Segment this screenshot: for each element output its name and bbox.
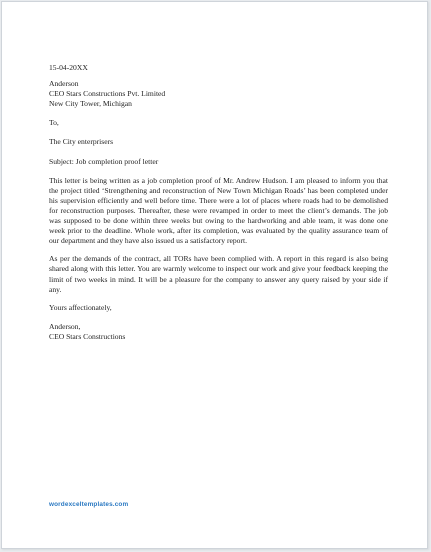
signature-block — [49, 322, 388, 342]
signature-name: Anderson, — [49, 321, 81, 331]
closing-block — [49, 303, 388, 313]
subject-line: Subject: Job completion proof letter — [49, 156, 159, 166]
closing-text: Yours affectionately, — [49, 302, 112, 312]
website-watermark: wordexceltemplates.com — [49, 501, 129, 508]
body-paragraph-2: As per the demands of the contract, all TORs have been complied with. A report in this regard is also being shared along with this letter. You are warmly welcome to inspect our work and give your feedback keeping the limit of two weeks in mind. It will be a pleasure for the company to answer any query raised by your side if any. — [49, 254, 388, 294]
sender-address — [49, 79, 388, 109]
date-block — [49, 63, 388, 73]
sender-name: Anderson — [49, 79, 79, 89]
to-label: To, — [49, 118, 59, 128]
sender-company: CEO Stars Constructions Pvt. Limited — [49, 89, 166, 99]
recipient-name: The City enterprisers — [49, 137, 114, 147]
recipient-block — [49, 137, 388, 147]
to-block — [49, 118, 388, 128]
signature-title: CEO Stars Constructions — [49, 331, 126, 341]
subject-block — [49, 157, 388, 167]
letter-body — [49, 63, 388, 351]
letter-date: 15-04-20XX — [49, 63, 88, 72]
sender-address-line: New City Tower, Michigan — [49, 99, 132, 109]
document-page — [1, 1, 428, 549]
body-paragraph-1: This letter is being written as a job completion proof of Mr. Andrew Hudson. I am pleased to inform you that the project titled ‘Strengthening and reconstruction of New Town Michigan Roads’ has been completed under his supervision efficiently and well before time. There were a lot of places where roads had to be demolished for reconstruction purposes. Thereafter, these were revamped in order to meet the client’s demands. The job was supposed to be done within three weeks but owing to the hardworking and able team, it was done one week prior to the deadline. Whole work, after its completion, was evaluated by the quality assurance team of our department and they have also issued us a satisfactory report. — [49, 175, 388, 246]
